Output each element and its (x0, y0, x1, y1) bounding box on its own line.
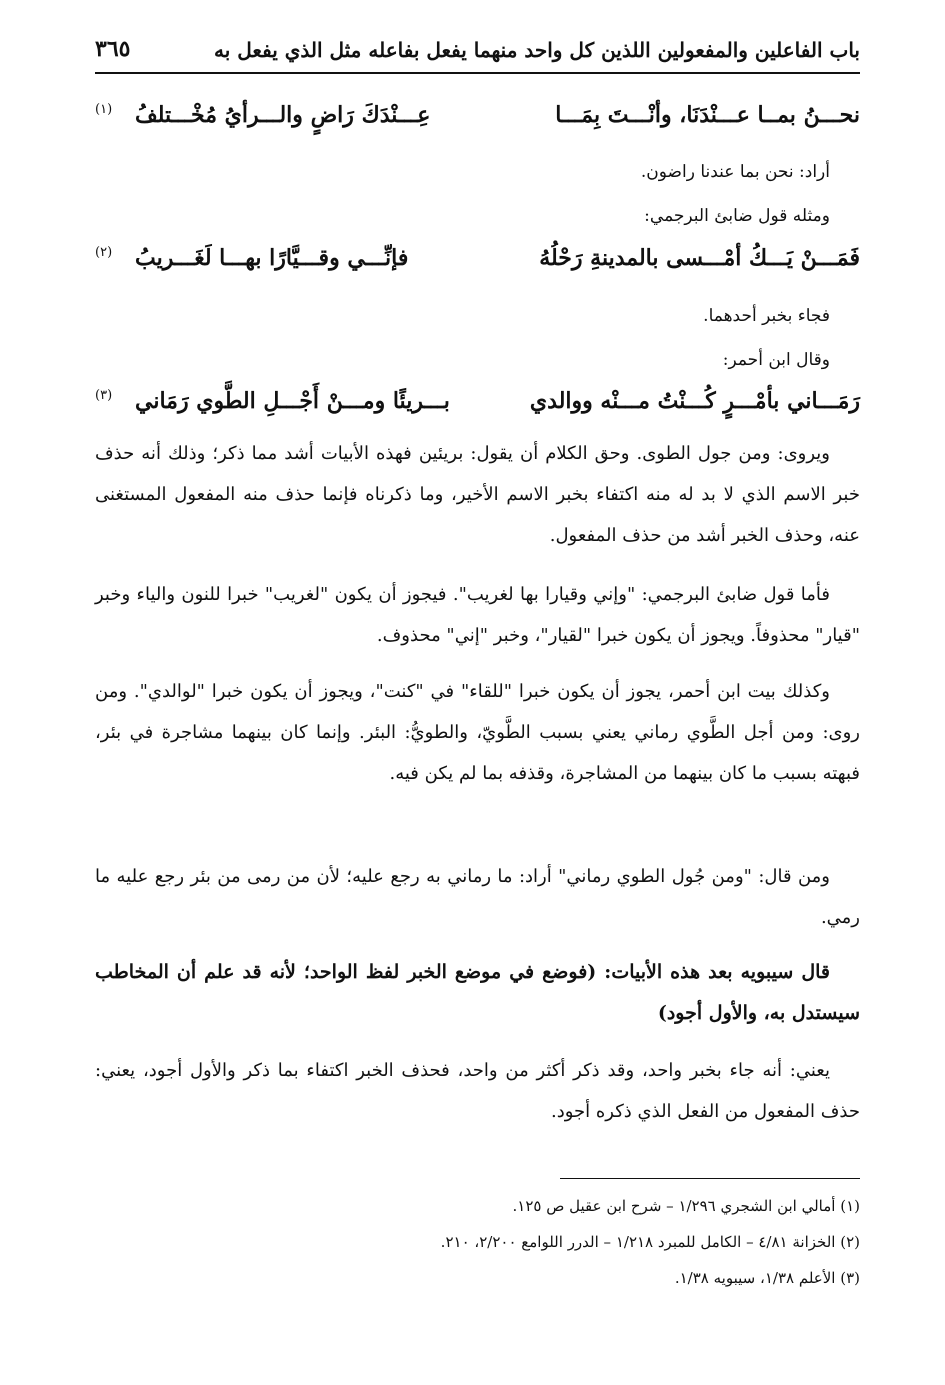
footnote-1: (١) أمالي ابن الشجري ١/٢٩٦ – شرح ابن عقيل ص ١٢٥. (512, 1197, 860, 1215)
text-line-mithluh: ومثله قول ضابئ البرجمي: (644, 206, 830, 226)
footnote-2: (٢) الخزانة ٤/٨١ – الكامل للمبرد ١/٢١٨ – الدرر اللوامع ٢/٢٠٠، ٢١٠. (440, 1233, 860, 1251)
text-line-arad: أراد: نحن بما عندنا راضون. (640, 162, 830, 182)
footnote-3: (٣) الأعلم ١/٣٨، سيبويه ١/٣٨. (674, 1269, 860, 1287)
paragraph-wa-kadhalik: وكذلك بيت ابن أحمر، يجوز أن يكون خبرا "للقاء" في "كنت"، ويجوز أن يكون خبرا "لوالدي". ومن روى: ومن أجل الطَّوي رماني يعني بسبب الطَّويّ، والطويُّ: البئر. وإنما كان بينهما مشاجرة في بئر، فبهته بسبب ما كان بينهما من المشاجرة، وقذفه بما لم يكن فيه. (95, 681, 860, 784)
paragraph-sibawayh-quote: قال سيبويه بعد هذه الأبيات: (فوضع في موضع الخبر لفظ الواحد؛ لأنه قد علم أن المخاطب سيستدل به، والأول أجود) (95, 961, 860, 1024)
paragraph-yurwa: ويروى: ومن جول الطوى. وحق الكلام أن يقول: بريئين فهذه الأبيات أشد مما ذكر؛ وذلك أنه حذف خبر الاسم الذي لا بد له منه اكتفاء بخبر الاسم الأخير، وما ذكرناه فإنما حذف منه المفعول المستغنى عنه، وحذف الخبر أشد من حذف المفعول. (95, 443, 860, 546)
paragraph-yani: يعني: أنه جاء بخبر واحد، وقد ذكر أكثر من واحد، فحذف الخبر اكتفاء بما ذكر والأول أجود، يعني: حذف المفعول من الفعل الذي ذكره أجود. (95, 1060, 860, 1122)
verse-1-second-hemistich: عِـــنْدَكَ رَاضٍ والـــرأيُ مُخْـــتلفُ (135, 102, 431, 128)
verse-3-second-hemistich: بـــريئًا ومـــنْ أَجْـــلِ الطَّوي رَمَاني (135, 388, 450, 414)
verse-1-first-hemistich: نحـــنُ بمــا عـــنْدَنَا، وأنْـــتَ بِمَـــا (555, 102, 860, 128)
verse-1-footnote-marker: (١) (95, 102, 113, 117)
verse-2-first-hemistich: فَمَـــنْ يَـــكُ أمْـــسى بالمدينةِ رَحْلُهُ (539, 245, 860, 271)
book-page (95, 30, 860, 1360)
verse-3-first-hemistich: رَمَـــاني بأمْـــرٍ كُـــنْتُ مـــنْه ووالدي (529, 388, 860, 414)
text-line-faja: فجاء بخبر أحدهما. (703, 306, 830, 326)
verse-2-second-hemistich: فإنِّـــي وقـــيَّارًا بهـــا لَغَـــريبُ (135, 245, 409, 271)
footnote-separator (560, 1178, 860, 1179)
text-line-qala: وقال ابن أحمر: (722, 350, 830, 370)
verse-2-footnote-marker: (٢) (95, 245, 113, 260)
paragraph-fa-amma: فأما قول ضابئ البرجمي: "وإني وقيارا بها لغريب". فيجوز أن يكون "لغريب" خبرا للنون والياء وخبر "قيار" محذوفاً. ويجوز أن يكون خبرا "لقيار"، وخبر "إني" محذوف. (95, 584, 860, 646)
page-header (95, 30, 860, 74)
page-number: ٣٦٥ (95, 36, 131, 62)
verse-2 (95, 245, 860, 285)
verse-3 (95, 388, 860, 428)
running-title: باب الفاعلين والمفعولين اللذين كل واحد منهما يفعل بفاعله مثل الذي يفعل به (214, 38, 860, 62)
verse-3-footnote-marker: (٣) (95, 388, 113, 403)
verse-1 (95, 102, 860, 142)
paragraph-wa-man-qal: ومن قال: "ومن جُول الطوي رماني" أراد: ما رماني به رجع عليه؛ لأن من رمى من بئر رجع عليه ما رمي. (95, 866, 860, 928)
